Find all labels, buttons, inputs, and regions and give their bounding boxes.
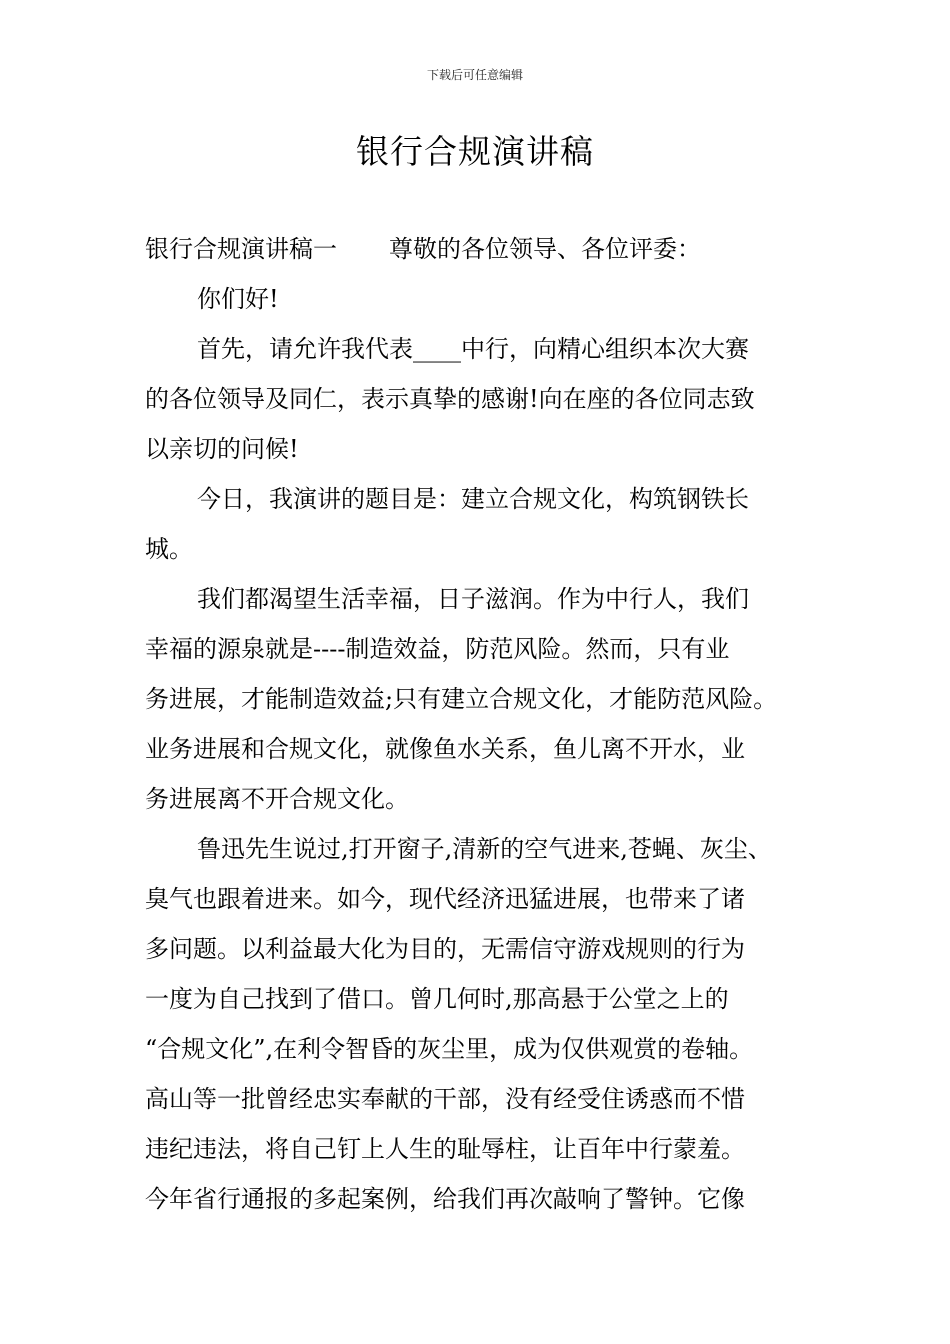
text-line: 幸福的源泉就是----制造效益，防范风险。然而，只有业 [145, 635, 730, 663]
text-line: 以亲切的问候! [145, 435, 299, 463]
text-line: 多问题。以利益最大化为目的，无需信守游戏规则的行为 [145, 935, 745, 963]
text-line: 今年省行通报的多起案例，给我们再次敲响了警钟。它像 [145, 1185, 745, 1213]
text-line: 一度为自己找到了借口。曾几何时,那高悬于公堂之上的 [145, 985, 729, 1013]
text-line: 城。 [145, 535, 193, 563]
text-line: 务进展，才能制造效益;只有建立合规文化，才能防范风险。 [145, 685, 778, 713]
header-note: 下载后可任意编辑 [426, 68, 523, 82]
text-line: 高山等一批曾经忠实奉献的干部，没有经受住诱惑而不惜 [145, 1085, 745, 1113]
document-title: 银行合规演讲稿 [356, 132, 594, 171]
text-line: 我们都渴望生活幸福，日子滋润。作为中行人，我们 [197, 585, 749, 613]
text-line: 首先，请允许我代表____中行，向精心组织本次大赛 [197, 335, 749, 363]
text-line: 业务进展和合规文化，就像鱼水关系，鱼儿离不开水，业 [145, 735, 745, 763]
text-line: 你们好! [197, 285, 279, 313]
text-line: 今日，我演讲的题目是：建立合规文化，构筑钢铁长 [197, 485, 749, 513]
text-line: 的各位领导及同仁，表示真挚的感谢!向在座的各位同志致 [145, 385, 755, 413]
opening-line [145, 224, 825, 274]
text-line: “合规文化”,在利令智昏的灰尘里，成为仅供观赏的卷轴。 [145, 1035, 754, 1063]
text-line: 违纪违法，将自己钉上人生的耻辱柱，让百年中行蒙羞。 [145, 1135, 745, 1163]
text-line: 鲁迅先生说过,打开窗子,清新的空气进来,苍蝇、灰尘、 [197, 835, 772, 863]
document-body [145, 224, 825, 1224]
text-line: 务进展离不开合规文化。 [145, 785, 409, 813]
text-line: 臭气也跟着进来。如今，现代经济迅猛进展，也带来了诸 [145, 885, 745, 913]
salutation: 尊敬的各位领导、各位评委： [389, 235, 701, 263]
speech-label: 银行合规演讲稿一 [145, 235, 337, 263]
